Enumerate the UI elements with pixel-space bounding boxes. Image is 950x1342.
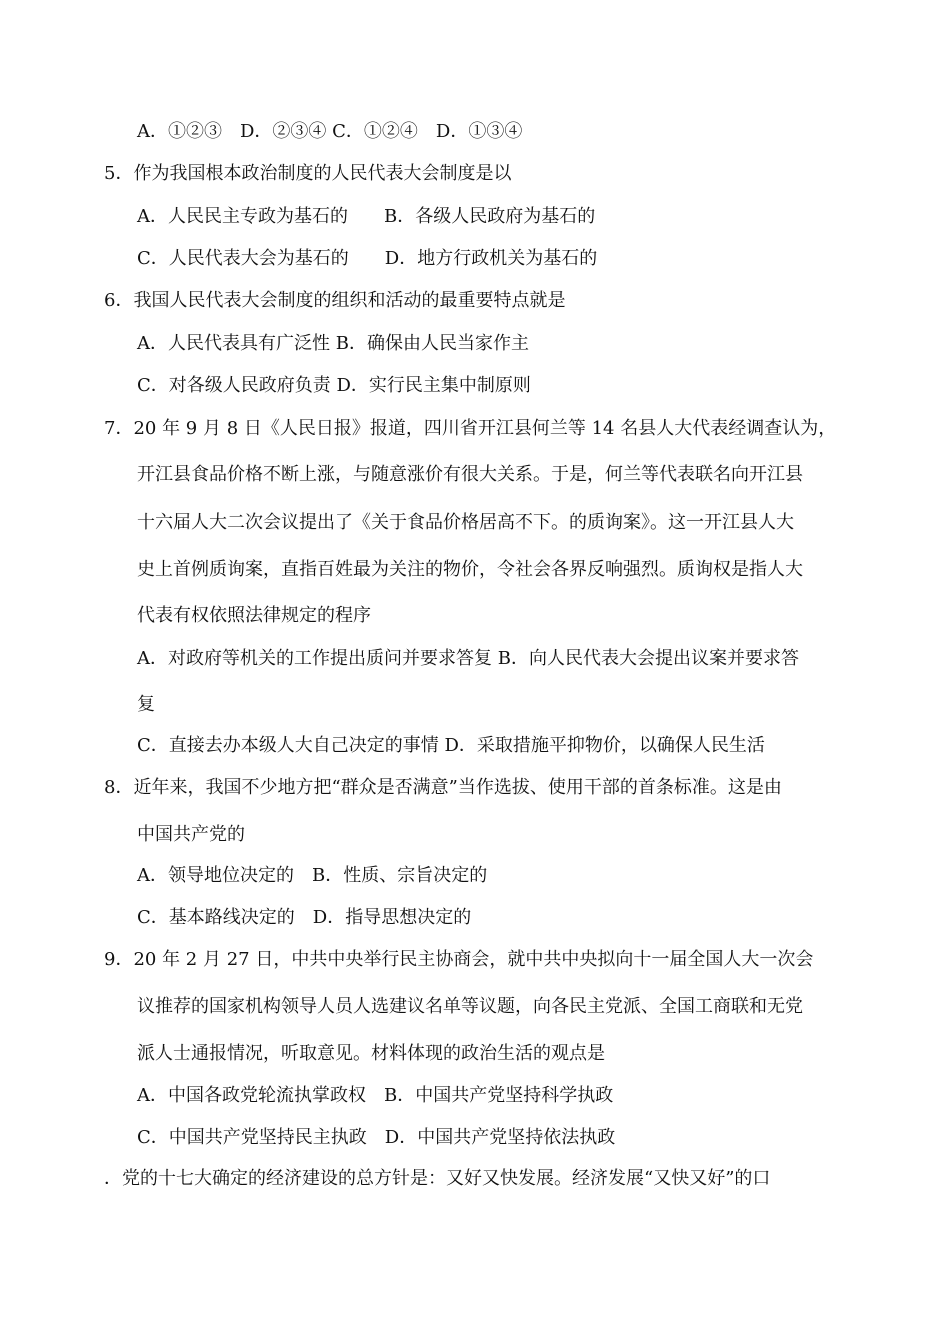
q9-stem-line-3: 派人士通报情况，听取意见。材料体现的政治生活的观点是 <box>137 1043 605 1064</box>
q6-options-ab: A．人民代表具有广泛性 B．确保由人民当家作主 <box>137 333 529 354</box>
q9-stem-line-2: 议推荐的国家机构领导人员人选建议名单等议题，向各民主党派、全国工商联和无党 <box>137 996 803 1017</box>
q5-options-cd: C．人民代表大会为基石的 D．地方行政机关为基石的 <box>137 248 598 269</box>
q5-stem: 5．作为我国根本政治制度的人民代表大会制度是以 <box>104 163 512 184</box>
q8-options-cd: C．基本路线决定的 D．指导思想决定的 <box>137 907 472 928</box>
q9-options-ab: A．中国各政党轮流执掌政权 B．中国共产党坚持科学执政 <box>137 1085 614 1106</box>
q9-options-cd: C．中国共产党坚持民主执政 D．中国共产党坚持依法执政 <box>137 1127 616 1148</box>
q8-stem-line-1: 8．近年来，我国不少地方把“群众是否满意”当作选拔、使用干部的首条标准。这是由 <box>104 777 782 798</box>
q7-stem-line-5: 代表有权依照法律规定的程序 <box>137 605 371 626</box>
q7-options-cd: C．直接去办本级人大自己决定的事情 D．采取措施平抑物价，以确保人民生活 <box>137 735 765 756</box>
q7-stem-line-4: 史上首例质询案，直指百姓最为关注的物价，令社会各界反响强烈。质询权是指人大 <box>137 559 803 580</box>
q5-options-ab: A．人民民主专政为基石的 B．各级人民政府为基石的 <box>137 206 596 227</box>
q7-options-ab-line-2: 复 <box>137 694 155 715</box>
q8-options-ab: A．领导地位决定的 B．性质、宗旨决定的 <box>137 865 488 886</box>
q7-stem-line-3: 十六届人大二次会议提出了《关于食品价格居高不下。的质询案》。这一开江县人大 <box>137 512 794 533</box>
q7-options-ab-line-1: A．对政府等机关的工作提出质问并要求答复 B．向人民代表大会提出议案并要求答 <box>137 648 799 669</box>
q4-options: A．①②③ D．②③④ C．①②④ D．①③④ <box>137 121 523 142</box>
q7-stem-line-2: 开江县食品价格不断上涨，与随意涨价有很大关系。于是，何兰等代表联名向开江县 <box>137 464 803 485</box>
q10-stem-line-1: ．党的十七大确定的经济建设的总方针是：又好又快发展。经济发展“又快又好”的口 <box>104 1168 771 1189</box>
q9-stem-line-1: 9．20 年 2 月 27 日，中共中央举行民主协商会，就中共中央拟向十一届全国人大一次会 <box>104 949 814 970</box>
q8-stem-line-2: 中国共产党的 <box>137 824 245 845</box>
q6-options-cd: C．对各级人民政府负责 D．实行民主集中制原则 <box>137 375 531 396</box>
q7-stem-line-1: 7．20 年 9 月 8 日《人民日报》报道，四川省开江县何兰等 14 名县人大代表经调查认为， <box>104 418 837 439</box>
q6-stem: 6．我国人民代表大会制度的组织和活动的最重要特点就是 <box>104 290 566 311</box>
